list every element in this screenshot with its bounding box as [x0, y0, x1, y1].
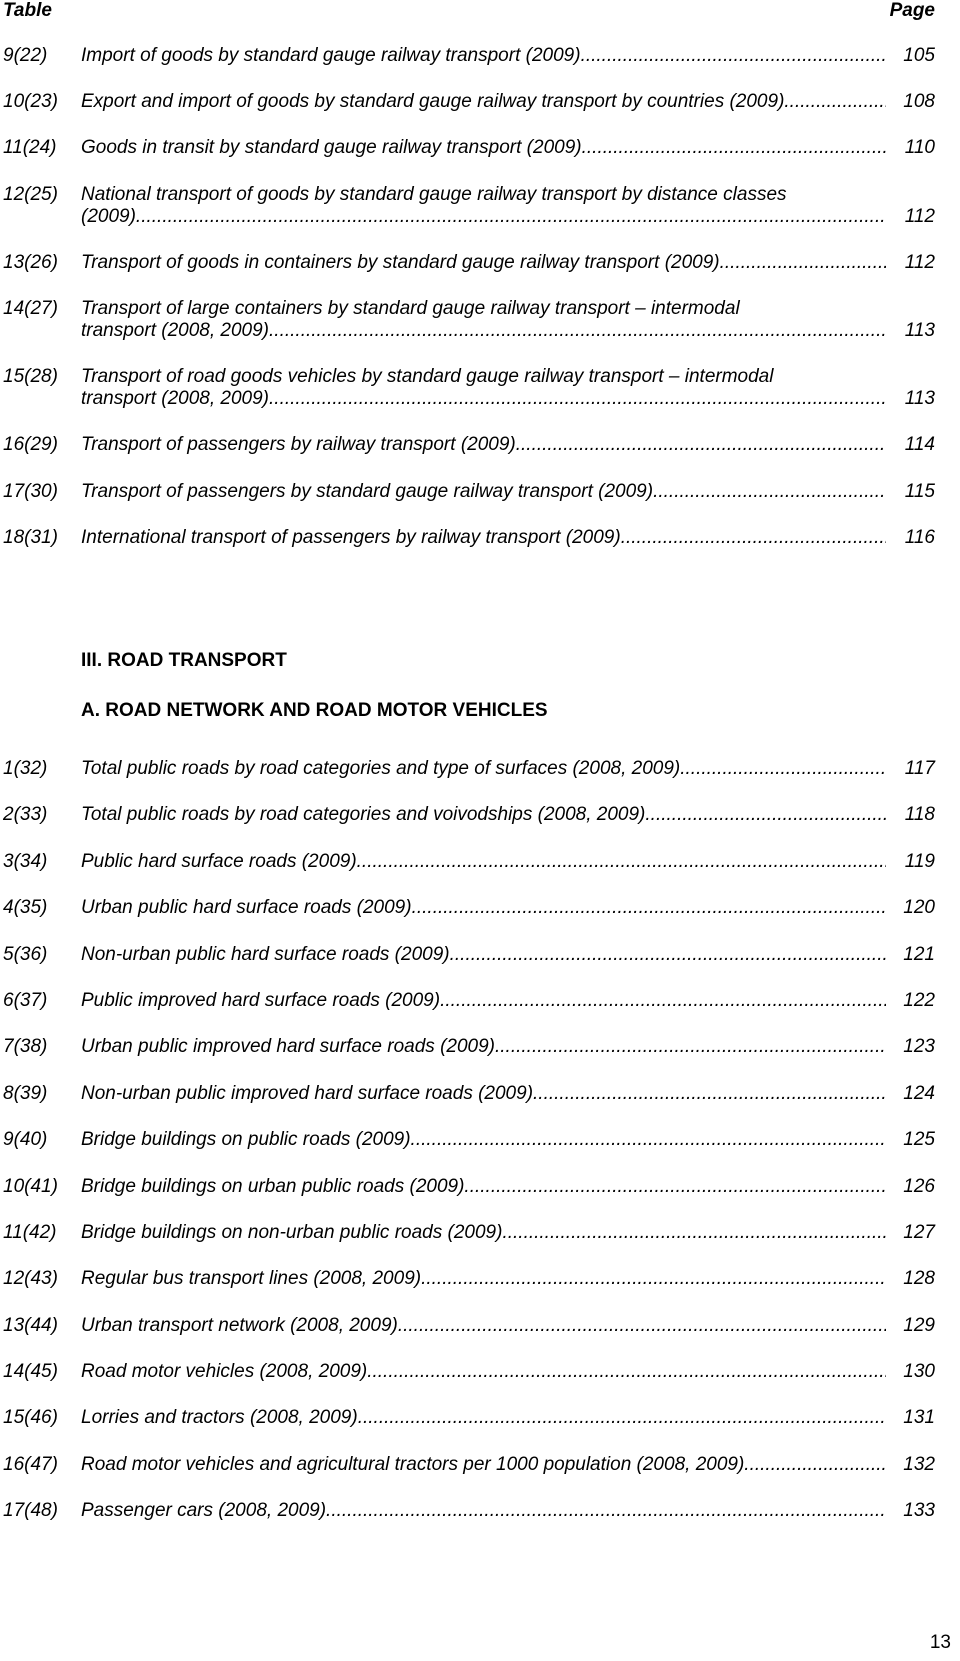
table-number: 13(26) [3, 251, 58, 273]
entry-title-line: Goods in transit by standard gauge railway transport (2009) [81, 137, 582, 159]
table-number: 15(28) [3, 366, 58, 388]
toc-entry[interactable] [0, 1361, 960, 1383]
toc-list-road [0, 758, 960, 1547]
page-reference: 130 [903, 1361, 935, 1383]
column-header-table: Table [3, 0, 52, 21]
page-reference: 126 [903, 1175, 935, 1197]
toc-entry[interactable] [0, 1176, 960, 1198]
entry-title [81, 298, 886, 342]
table-number: 4(35) [3, 897, 48, 919]
toc-entry[interactable] [0, 45, 960, 67]
subsection-heading-road-network: A. ROAD NETWORK AND ROAD MOTOR VEHICLES [81, 700, 548, 721]
toc-entry[interactable] [0, 1454, 960, 1476]
toc-entry[interactable] [0, 366, 960, 410]
entry-title-line: (2009) [81, 205, 136, 227]
entry-title-line: Bridge buildings on non-urban public roads (2009) [81, 1221, 503, 1243]
dot-leader [784, 91, 886, 113]
toc-entry[interactable] [0, 91, 960, 113]
dot-leader [326, 1500, 886, 1522]
entry-title [81, 434, 886, 456]
toc-entry[interactable] [0, 434, 960, 456]
toc-entry[interactable] [0, 137, 960, 159]
page-reference: 112 [904, 205, 935, 227]
toc-entry[interactable] [0, 944, 960, 966]
table-number: 2(33) [3, 804, 48, 826]
toc-entry[interactable] [0, 298, 960, 342]
entry-title-line: Lorries and tractors (2008, 2009) [81, 1407, 358, 1429]
entry-title [81, 1315, 886, 1337]
dot-leader [367, 1361, 886, 1383]
table-number: 8(39) [3, 1082, 48, 1104]
dot-leader [516, 434, 886, 456]
dot-leader [440, 990, 886, 1012]
entry-title-line: Passenger cars (2008, 2009) [81, 1500, 327, 1522]
table-number: 11(24) [3, 137, 57, 159]
entry-title [81, 1176, 886, 1198]
table-number: 10(41) [3, 1175, 58, 1197]
dot-leader [533, 1083, 886, 1105]
entry-title-line: transport (2008, 2009) [81, 388, 270, 410]
page-reference: 118 [904, 804, 935, 826]
toc-entry[interactable] [0, 1268, 960, 1290]
dot-leader [358, 1407, 886, 1429]
page-reference: 131 [903, 1407, 935, 1429]
entry-title-line: Transport of large containers by standard gauge railway transport – intermodal [81, 297, 740, 319]
entry-title [81, 1222, 886, 1244]
toc-entry[interactable] [0, 1315, 960, 1337]
entry-title [81, 527, 886, 549]
table-number: 9(22) [3, 45, 48, 66]
entry-title [81, 1036, 886, 1058]
entry-title-line: Bridge buildings on urban public roads (2009) [81, 1175, 465, 1197]
entry-title-line: National transport of goods by standard gauge railway transport by distance classes [81, 183, 787, 205]
table-number: 7(38) [3, 1036, 48, 1058]
page-reference: 114 [904, 434, 935, 456]
entry-title-line: transport (2008, 2009) [81, 319, 270, 341]
entry-title-line: Public hard surface roads (2009) [81, 850, 357, 872]
entry-title-line: Import of goods by standard gauge railway transport (2009) [81, 45, 581, 66]
dot-leader [269, 388, 886, 410]
page-reference: 115 [904, 480, 935, 502]
toc-entry[interactable] [0, 184, 960, 228]
entry-title [81, 252, 886, 274]
table-number: 14(27) [3, 297, 58, 319]
entry-title [81, 1454, 886, 1476]
entry-title [81, 758, 886, 780]
page-number: 13 [929, 1632, 951, 1653]
toc-entry[interactable] [0, 758, 960, 780]
table-number: 15(46) [3, 1407, 58, 1429]
page-reference: 123 [903, 1036, 935, 1058]
entry-title [81, 1361, 886, 1383]
entry-title [81, 851, 886, 873]
table-number: 12(43) [3, 1268, 58, 1290]
table-number: 5(36) [3, 943, 48, 965]
page-reference: 128 [903, 1268, 935, 1290]
table-number: 6(37) [3, 989, 48, 1011]
entry-title [81, 1500, 886, 1522]
dot-leader [269, 320, 886, 342]
dot-leader [411, 1129, 886, 1151]
page-reference: 120 [903, 897, 935, 919]
dot-leader [495, 1036, 886, 1058]
dot-leader [398, 1315, 886, 1337]
entry-title [81, 1407, 886, 1429]
entry-title [81, 481, 886, 503]
table-number: 13(44) [3, 1314, 58, 1336]
entry-title [81, 804, 886, 826]
page-reference: 113 [904, 388, 935, 410]
table-number: 1(32) [3, 758, 48, 779]
entry-title-line: Transport of passengers by railway transport (2009) [81, 434, 516, 456]
page-reference: 132 [903, 1453, 935, 1475]
entry-title [81, 1083, 886, 1105]
page-reference: 122 [903, 989, 935, 1011]
dot-leader [581, 45, 886, 67]
entry-title [81, 990, 886, 1012]
entry-title-line: Urban public hard surface roads (2009) [81, 897, 412, 919]
page-reference: 125 [903, 1129, 935, 1151]
page-reference: 121 [903, 943, 935, 965]
entry-title-line: Total public roads by road categories and type of surfaces (2008, 2009) [81, 758, 681, 779]
toc-entry[interactable] [0, 481, 960, 503]
dot-leader [450, 944, 886, 966]
toc-entry[interactable] [0, 1129, 960, 1151]
page-reference: 108 [903, 91, 935, 113]
dot-leader [136, 206, 886, 228]
entry-title-line: Public improved hard surface roads (2009) [81, 989, 441, 1011]
dot-leader [680, 758, 886, 780]
table-number: 17(48) [3, 1500, 58, 1522]
entry-title-line: International transport of passengers by railway transport (2009) [81, 526, 621, 548]
page-reference: 110 [904, 137, 935, 159]
toc-entry[interactable] [0, 1407, 960, 1429]
table-number: 10(23) [3, 91, 58, 113]
entry-title-line: Non-urban public improved hard surface roads (2009) [81, 1082, 534, 1104]
entry-title-line: Non-urban public hard surface roads (2009) [81, 943, 450, 965]
dot-leader [653, 481, 886, 503]
entry-title-line: Transport of passengers by standard gauge railway transport (2009) [81, 480, 654, 502]
table-number: 18(31) [3, 526, 58, 548]
toc-entry[interactable] [0, 1222, 960, 1244]
dot-leader [720, 252, 886, 274]
toc-entry[interactable] [0, 804, 960, 826]
dot-leader [582, 137, 886, 159]
toc-entry[interactable] [0, 527, 960, 549]
toc-entry[interactable] [0, 1083, 960, 1105]
page-reference: 133 [903, 1500, 935, 1522]
toc-entry[interactable] [0, 1036, 960, 1058]
dot-leader [502, 1222, 886, 1244]
dot-leader [744, 1454, 886, 1476]
entry-title [81, 45, 886, 67]
entry-title [81, 91, 886, 113]
entry-title [81, 944, 886, 966]
entry-title-line: Road motor vehicles and agricultural tractors per 1000 population (2008, 2009) [81, 1453, 745, 1475]
entry-title [81, 897, 886, 919]
table-number: 14(45) [3, 1361, 58, 1383]
entry-title-line: Export and import of goods by standard gauge railway transport by countries (2009) [81, 91, 785, 113]
toc-entry[interactable] [0, 897, 960, 919]
entry-title-line: Total public roads by road categories and voivodships (2008, 2009) [81, 804, 646, 826]
entry-title-line: Urban transport network (2008, 2009) [81, 1314, 398, 1336]
page-reference: 129 [903, 1314, 935, 1336]
entry-title-line: Urban public improved hard surface roads (2009) [81, 1036, 495, 1058]
entry-title-line: Regular bus transport lines (2008, 2009) [81, 1268, 422, 1290]
dot-leader [412, 897, 886, 919]
table-number: 9(40) [3, 1129, 48, 1151]
page-reference: 105 [903, 45, 935, 66]
table-number: 16(29) [3, 434, 58, 456]
entry-title-line: Transport of road goods vehicles by standard gauge railway transport – intermodal [81, 366, 774, 388]
entry-title [81, 137, 886, 159]
entry-title [81, 1268, 886, 1290]
toc-entry[interactable] [0, 990, 960, 1012]
entry-title-line: Road motor vehicles (2008, 2009) [81, 1361, 368, 1383]
table-number: 17(30) [3, 480, 58, 502]
page-reference: 113 [904, 319, 935, 341]
page-reference: 117 [904, 758, 935, 779]
section-heading-road-transport: III. ROAD TRANSPORT [81, 650, 287, 671]
table-number: 12(25) [3, 183, 58, 205]
page-reference: 112 [904, 251, 935, 273]
dot-leader [645, 804, 886, 826]
page-reference: 124 [903, 1082, 935, 1104]
entry-title [81, 184, 886, 228]
toc-list-railway [0, 45, 960, 573]
entry-title [81, 366, 886, 410]
page-reference: 127 [903, 1221, 935, 1243]
toc-entry[interactable] [0, 252, 960, 274]
table-number: 11(42) [3, 1221, 57, 1243]
entry-title-line: Transport of goods in containers by standard gauge railway transport (2009) [81, 251, 720, 273]
dot-leader [464, 1176, 886, 1198]
page-reference: 119 [904, 850, 935, 872]
table-number: 3(34) [3, 850, 48, 872]
toc-entry[interactable] [0, 851, 960, 873]
entry-title [81, 1129, 886, 1151]
toc-header [0, 0, 935, 26]
page-reference: 116 [904, 526, 935, 548]
table-number: 16(47) [3, 1453, 58, 1475]
column-header-page: Page [889, 0, 935, 21]
entry-title-line: Bridge buildings on public roads (2009) [81, 1129, 411, 1151]
dot-leader [421, 1268, 886, 1290]
dot-leader [621, 527, 886, 549]
dot-leader [357, 851, 886, 873]
toc-entry[interactable] [0, 1500, 960, 1522]
